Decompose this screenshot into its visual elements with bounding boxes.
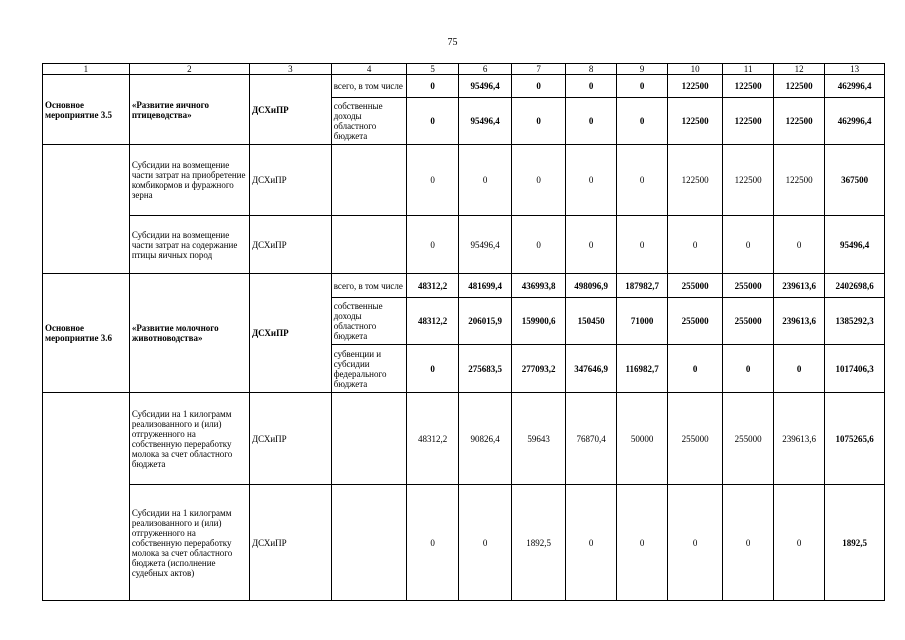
value-cell: 122500 bbox=[667, 145, 723, 216]
value-cell: 239613,6 bbox=[773, 298, 824, 345]
measure-name: «Развитие яичного птицеводства» bbox=[129, 75, 249, 145]
col-header: 13 bbox=[825, 64, 885, 75]
table-row bbox=[43, 393, 885, 485]
value-cell: 150450 bbox=[565, 298, 616, 345]
col-header: 12 bbox=[773, 64, 824, 75]
table-row bbox=[43, 274, 885, 298]
value-cell: 0 bbox=[773, 345, 824, 393]
value-cell: 255000 bbox=[667, 274, 723, 298]
value-cell: 122500 bbox=[667, 75, 723, 98]
total-cell: 1075265,6 bbox=[825, 393, 885, 485]
table-row bbox=[43, 216, 885, 274]
value-cell: 0 bbox=[617, 98, 667, 145]
value-cell: 122500 bbox=[723, 98, 773, 145]
value-cell: 0 bbox=[667, 345, 723, 393]
financing-table bbox=[42, 63, 885, 601]
measure-title: Основное мероприятие 3.6 bbox=[43, 274, 130, 393]
value-cell: 255000 bbox=[723, 274, 773, 298]
value-cell: 0 bbox=[617, 485, 667, 601]
col-header: 6 bbox=[458, 64, 512, 75]
value-cell: 0 bbox=[565, 75, 616, 98]
funding-source: всего, в том числе bbox=[331, 274, 407, 298]
value-cell: 122500 bbox=[723, 145, 773, 216]
empty-cell bbox=[43, 393, 130, 601]
col-header: 11 bbox=[723, 64, 773, 75]
value-cell: 59643 bbox=[512, 393, 566, 485]
executor: ДСХиПР bbox=[249, 145, 331, 216]
total-cell: 367500 bbox=[825, 145, 885, 216]
value-cell: 0 bbox=[565, 485, 616, 601]
value-cell: 0 bbox=[723, 345, 773, 393]
value-cell: 0 bbox=[667, 485, 723, 601]
value-cell: 95496,4 bbox=[458, 75, 512, 98]
value-cell: 122500 bbox=[723, 75, 773, 98]
col-header: 9 bbox=[617, 64, 667, 75]
value-cell: 0 bbox=[407, 485, 458, 601]
value-cell: 48312,2 bbox=[407, 274, 458, 298]
value-cell: 95496,4 bbox=[458, 98, 512, 145]
value-cell: 347646,9 bbox=[565, 345, 616, 393]
value-cell: 0 bbox=[617, 75, 667, 98]
subsidy-name: Субсидии на 1 килограмм реализованного и (или) отгруженного на собственную переработку молока за счет областного бюджета bbox=[129, 393, 249, 485]
value-cell: 0 bbox=[407, 216, 458, 274]
value-cell: 0 bbox=[407, 145, 458, 216]
value-cell: 0 bbox=[512, 145, 566, 216]
value-cell: 0 bbox=[773, 485, 824, 601]
total-cell: 1017406,3 bbox=[825, 345, 885, 393]
table-row bbox=[43, 145, 885, 216]
col-header: 7 bbox=[512, 64, 566, 75]
empty-cell bbox=[43, 145, 130, 274]
value-cell: 95496,4 bbox=[458, 216, 512, 274]
subsidy-name: Субсидии на возмещение части затрат на содержание птицы яичных пород bbox=[129, 216, 249, 274]
column-number-row bbox=[43, 64, 885, 75]
executor: ДСХиПР bbox=[249, 216, 331, 274]
empty-cell bbox=[331, 393, 407, 485]
total-cell: 1385292,3 bbox=[825, 298, 885, 345]
value-cell: 71000 bbox=[617, 298, 667, 345]
value-cell: 255000 bbox=[667, 393, 723, 485]
value-cell: 275683,5 bbox=[458, 345, 512, 393]
value-cell: 1892,5 bbox=[512, 485, 566, 601]
total-cell: 462996,4 bbox=[825, 75, 885, 98]
value-cell: 498096,9 bbox=[565, 274, 616, 298]
page-number: 75 bbox=[447, 37, 458, 48]
empty-cell bbox=[331, 145, 407, 216]
col-header: 8 bbox=[565, 64, 616, 75]
value-cell: 116982,7 bbox=[617, 345, 667, 393]
value-cell: 255000 bbox=[723, 393, 773, 485]
total-cell: 1892,5 bbox=[825, 485, 885, 601]
value-cell: 159900,6 bbox=[512, 298, 566, 345]
col-header: 1 bbox=[43, 64, 130, 75]
subsidy-name: Субсидии на 1 килограмм реализованного и (или) отгруженного на собственную переработку молока за счет областного бюджета (исполнение судебных актов) bbox=[129, 485, 249, 601]
value-cell: 0 bbox=[723, 216, 773, 274]
value-cell: 0 bbox=[512, 75, 566, 98]
funding-source: собственные доходы областного бюджета bbox=[331, 298, 407, 345]
executor: ДСХиПР bbox=[249, 274, 331, 393]
value-cell: 122500 bbox=[667, 98, 723, 145]
value-cell: 239613,6 bbox=[773, 274, 824, 298]
value-cell: 48312,2 bbox=[407, 393, 458, 485]
value-cell: 122500 bbox=[773, 145, 824, 216]
value-cell: 76870,4 bbox=[565, 393, 616, 485]
value-cell: 255000 bbox=[723, 298, 773, 345]
total-cell: 95496,4 bbox=[825, 216, 885, 274]
value-cell: 0 bbox=[512, 216, 566, 274]
value-cell: 122500 bbox=[773, 75, 824, 98]
value-cell: 0 bbox=[407, 345, 458, 393]
funding-source: субвенции и субсидии федерального бюджета bbox=[331, 345, 407, 393]
value-cell: 0 bbox=[565, 98, 616, 145]
col-header: 4 bbox=[331, 64, 407, 75]
executor: ДСХиПР bbox=[249, 393, 331, 485]
value-cell: 277093,2 bbox=[512, 345, 566, 393]
value-cell: 0 bbox=[617, 216, 667, 274]
empty-cell bbox=[331, 216, 407, 274]
measure-title: Основное мероприятие 3.5 bbox=[43, 75, 130, 145]
value-cell: 187982,7 bbox=[617, 274, 667, 298]
empty-cell bbox=[331, 485, 407, 601]
value-cell: 90826,4 bbox=[458, 393, 512, 485]
col-header: 10 bbox=[667, 64, 723, 75]
value-cell: 122500 bbox=[773, 98, 824, 145]
value-cell: 0 bbox=[667, 216, 723, 274]
value-cell: 50000 bbox=[617, 393, 667, 485]
value-cell: 0 bbox=[512, 98, 566, 145]
col-header: 3 bbox=[249, 64, 331, 75]
value-cell: 48312,2 bbox=[407, 298, 458, 345]
value-cell: 0 bbox=[565, 145, 616, 216]
funding-source: всего, в том числе bbox=[331, 75, 407, 98]
col-header: 5 bbox=[407, 64, 458, 75]
value-cell: 0 bbox=[458, 145, 512, 216]
value-cell: 0 bbox=[773, 216, 824, 274]
value-cell: 255000 bbox=[667, 298, 723, 345]
value-cell: 239613,6 bbox=[773, 393, 824, 485]
measure-name: «Развитие молочного животноводства» bbox=[129, 274, 249, 393]
value-cell: 436993,8 bbox=[512, 274, 566, 298]
funding-source: собственные доходы областного бюджета bbox=[331, 98, 407, 145]
value-cell: 0 bbox=[723, 485, 773, 601]
executor: ДСХиПР bbox=[249, 75, 331, 145]
table-row bbox=[43, 75, 885, 98]
total-cell: 2402698,6 bbox=[825, 274, 885, 298]
value-cell: 206015,9 bbox=[458, 298, 512, 345]
executor: ДСХиПР bbox=[249, 485, 331, 601]
subsidy-name: Субсидии на возмещение части затрат на приобретение комбикормов и фуражного зерна bbox=[129, 145, 249, 216]
value-cell: 0 bbox=[407, 75, 458, 98]
value-cell: 0 bbox=[617, 145, 667, 216]
col-header: 2 bbox=[129, 64, 249, 75]
total-cell: 462996,4 bbox=[825, 98, 885, 145]
value-cell: 0 bbox=[458, 485, 512, 601]
value-cell: 0 bbox=[565, 216, 616, 274]
table-row bbox=[43, 485, 885, 601]
value-cell: 0 bbox=[407, 98, 458, 145]
value-cell: 481699,4 bbox=[458, 274, 512, 298]
